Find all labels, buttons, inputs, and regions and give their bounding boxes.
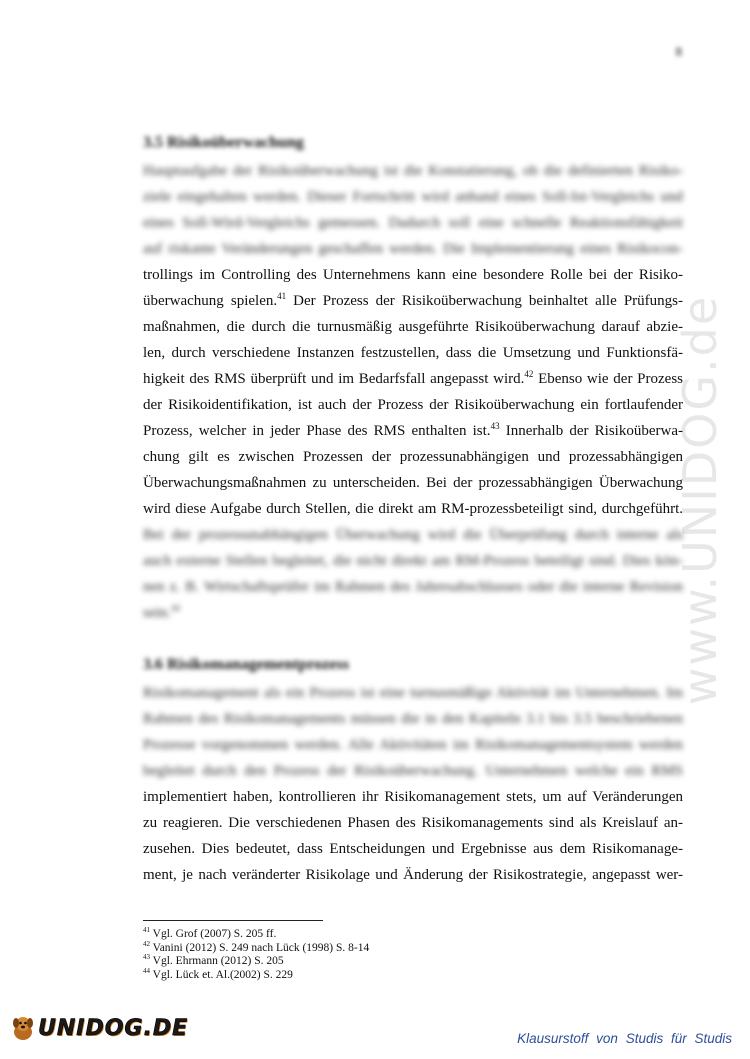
- line-text: auf riskante Veränderungen geschaffen werden. Die Implementierung eines Risikocon-: [143, 241, 683, 257]
- footnote-text: Vgl. Lück et. Al.(2002) S. 229: [150, 968, 293, 981]
- logo-text: UNIDOG.DE: [38, 1015, 189, 1041]
- footnote-number: 44: [143, 966, 150, 975]
- line-text-continued: Ebenso wie der Prozess: [533, 371, 683, 387]
- section-3-6: [143, 656, 683, 888]
- line-text: len, durch verschiedene Instanzen festzustellen, dass die Umsetzung und Funktionsfä-: [143, 345, 683, 361]
- footnote-number: 43: [143, 953, 150, 962]
- footnote-text: Vanini (2012) S. 249 nach Lück (1998) S. 8-14: [150, 941, 370, 954]
- line-text-continued: Innerhalb der Risikoüberwa-: [499, 423, 683, 439]
- text-line: [143, 496, 683, 522]
- text-line: [143, 862, 683, 888]
- text-line: [143, 444, 683, 470]
- line-text-continued: Der Prozess der Risikoüberwachung beinhaltet alle Prüfungs-: [286, 293, 683, 309]
- watermark-text: www.UNIDOG.de: [673, 294, 727, 706]
- line-text: chung gilt es zwischen Prozessen der prozessunabhängigen und prozessabhängigen: [143, 449, 683, 465]
- text-line: [143, 392, 683, 418]
- footnote-number: 41: [143, 926, 150, 935]
- footnote-reference[interactable]: 41: [277, 291, 287, 301]
- text-line: [143, 210, 683, 236]
- dog-mascot-icon: [8, 1013, 38, 1043]
- text-line: [143, 288, 683, 314]
- line-text: nen z. B. Wirtschaftsprüfer im Rahmen des Jahresabschlusses oder die interne Revision: [143, 579, 683, 595]
- line-text: Prozess, welcher in jeder Phase des RMS enthalten ist.: [143, 423, 491, 439]
- line-text: higkeit des RMS überprüft und im Bedarfsfall angepasst wird.: [143, 371, 525, 387]
- text-line: [143, 314, 683, 340]
- text-line: [143, 600, 683, 626]
- text-line: [143, 836, 683, 862]
- line-text: Risikomanagement als ein Prozess ist eine turnusmäßige Aktivität im Unternehmen. Im: [143, 685, 683, 701]
- footnote-reference[interactable]: 43: [490, 421, 500, 431]
- section-3-5-heading: 3.5 Risikoüberwachung: [143, 134, 304, 151]
- footnote-reference[interactable]: 42: [524, 369, 534, 379]
- footnote-item: [143, 966, 369, 983]
- line-text: ziele eingehalten werden. Dieser Fortschritt wird anhand eines Soll-Ist-Vergleichs und: [143, 189, 683, 205]
- line-text: Überwachungsmaßnahmen zu unterscheiden. Bei der prozessabhängigen Überwachung: [143, 475, 683, 491]
- line-text: maßnahmen, die durch die turnusmäßig ausgeführte Risikoüberwachung darauf abzie-: [143, 319, 683, 335]
- text-line: [143, 262, 683, 288]
- line-text: implementiert haben, kontrollieren ihr Risikomanagement stets, um auf Veränderungen: [143, 789, 683, 805]
- line-text: zusehen. Dies bedeutet, dass Entscheidungen und Ergebnisse aus dem Risikomanage-: [143, 841, 683, 857]
- line-text: zu reagieren. Die verschiedenen Phasen des Risikomanagements sind als Kreislauf an-: [143, 815, 683, 831]
- line-text: der Risikoidentifikation, ist auch der Prozess der Risikoüberwachung ein fortlaufender: [143, 397, 683, 413]
- line-text: auch externe Stellen begleitet, die nicht direkt am RM-Prozess beteiligt sind. Dies kön-: [143, 553, 683, 569]
- section-3-6-body: [143, 680, 683, 888]
- text-line: [143, 470, 683, 496]
- footnote-item: [143, 955, 369, 969]
- footnotes: [143, 928, 369, 982]
- footnote-number: 42: [143, 939, 150, 948]
- line-text: Prozesse vorgenommen werden. Alle Aktivitäten im Risikomanagementsystem werden: [143, 737, 683, 753]
- line-text: wird diese Aufgabe durch Stellen, die direkt am RM-prozessbeteiligt sind, durchgeführt.: [143, 501, 683, 517]
- section-3-5-body: [143, 158, 683, 626]
- footnote-item: [143, 939, 370, 956]
- text-line: [143, 574, 683, 600]
- text-line: [143, 236, 683, 262]
- text-line: [143, 680, 683, 706]
- text-line: [143, 340, 683, 366]
- section-3-5: [143, 134, 683, 626]
- line-text: Rahmen des Risikomanagements müssen die in den Kapiteln 3.1 bis 3.5 beschriebenen: [143, 711, 683, 727]
- text-line: [143, 184, 683, 210]
- section-3-6-heading: 3.6 Risikomanagementprozess: [143, 656, 349, 673]
- line-text: Hauptaufgabe der Risikoüberwachung ist die Konstatierung, ob die definierten Risiko-: [143, 163, 683, 179]
- footnote-text: Vgl. Ehrmann (2012) S. 205: [150, 955, 284, 967]
- footnote-text: Vgl. Grof (2007) S. 205 ff.: [150, 928, 277, 940]
- line-text: Bei der prozessunabhängigen Überwachung wird die Überprüfung durch interne als: [143, 527, 683, 543]
- text-line: [143, 758, 683, 784]
- text-line: [143, 732, 683, 758]
- unidog-logo: [8, 1013, 188, 1043]
- line-text: begleitet durch den Prozess der Risikoüberwachung. Unternehmen welche ein RMS: [143, 763, 683, 779]
- text-line: [143, 706, 683, 732]
- line-text: ment, je nach veränderter Risikolage und Änderung der Risikostrategie, angepasst wer-: [143, 867, 683, 883]
- footnote-reference[interactable]: 44: [170, 603, 180, 613]
- line-text: sein.: [143, 605, 171, 621]
- page-number: 8: [675, 44, 682, 59]
- footnote-item: [143, 928, 369, 942]
- line-text: eines Soll-Wird-Vergleichs gemessen. Dadurch soll eine schnelle Reaktionsfähigkeit: [143, 215, 683, 231]
- slogan: Klausurstoff von Studis für Studis: [517, 1031, 732, 1046]
- text-line: [143, 158, 683, 184]
- text-line: [143, 810, 683, 836]
- line-text: überwachung spielen.: [143, 293, 278, 309]
- footnote-divider: [143, 920, 323, 921]
- text-line: [143, 366, 683, 392]
- text-line: [143, 418, 683, 444]
- line-text: trollings im Controlling des Unternehmens kann eine besondere Rolle bei der Risiko-: [143, 267, 683, 283]
- text-line: [143, 522, 683, 548]
- text-line: [143, 548, 683, 574]
- text-line: [143, 784, 683, 810]
